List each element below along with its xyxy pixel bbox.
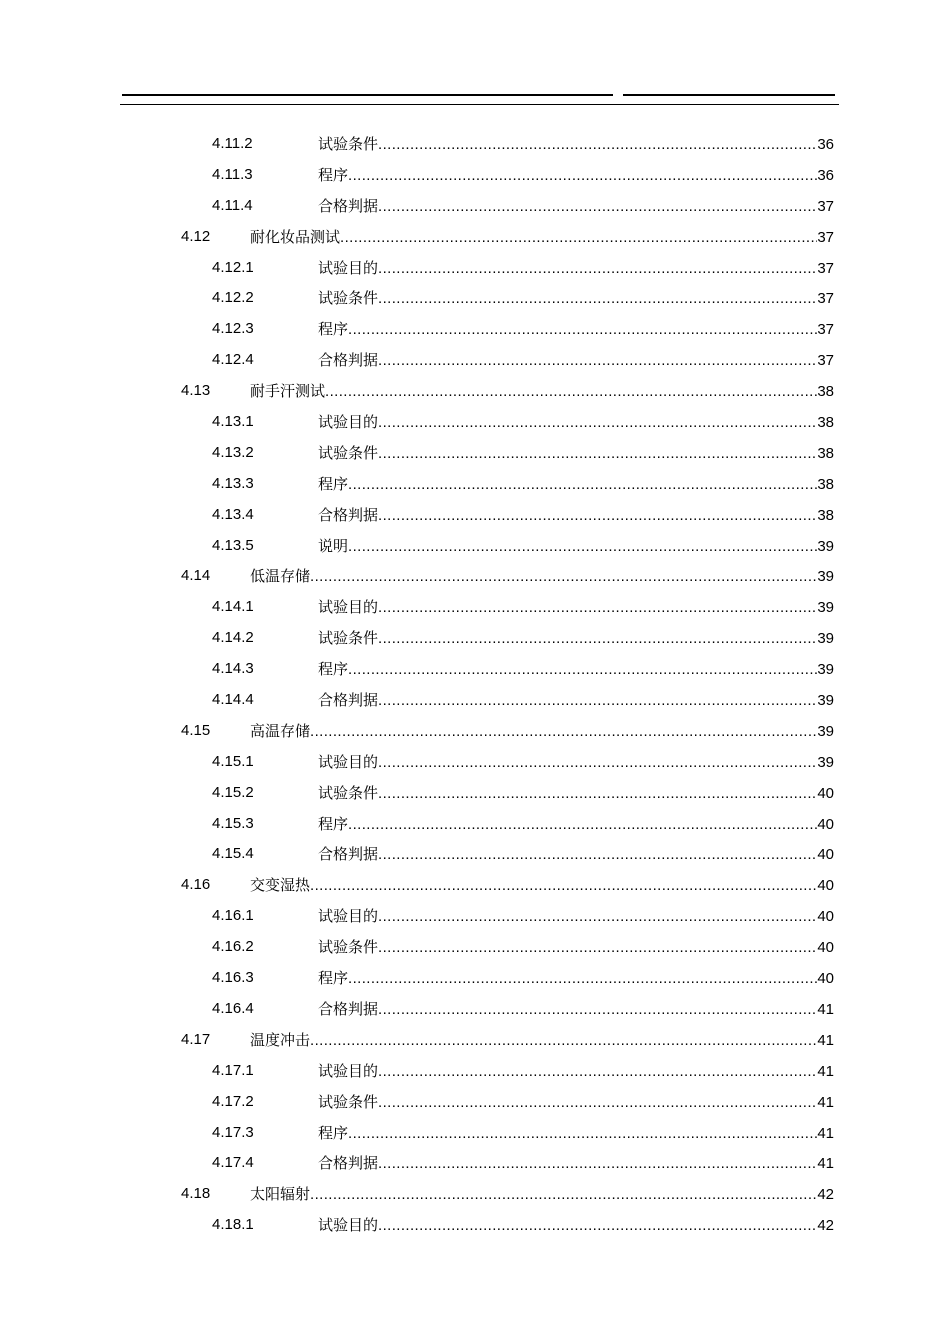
toc-entry[interactable] <box>0 1118 950 1149</box>
toc-entry-number: 4.12.1 <box>212 258 254 276</box>
toc-entry-leader-line <box>318 747 834 779</box>
toc-entry-dot-leader <box>378 346 817 377</box>
toc-entry-title: 试验条件 <box>318 289 379 308</box>
toc-entry[interactable] <box>0 901 950 932</box>
toc-entry-page-number: 36 <box>817 166 834 184</box>
toc-entry-page-number: 40 <box>817 784 834 802</box>
toc-entry[interactable] <box>0 685 950 716</box>
toc-entry[interactable] <box>0 994 950 1025</box>
toc-entry-dot-leader <box>378 624 817 655</box>
toc-entry-number: 4.13 <box>181 382 211 400</box>
toc-entry[interactable] <box>0 932 950 963</box>
toc-entry-number: 4.12.3 <box>212 320 254 338</box>
toc-entry-dot-leader <box>348 532 817 563</box>
toc-entry-dot-leader <box>378 933 817 964</box>
toc-entry-page-number: 38 <box>817 414 834 432</box>
toc-entry-leader-line <box>250 561 834 593</box>
toc-entry-title: 试验条件 <box>318 629 379 648</box>
toc-entry-dot-leader <box>378 779 817 810</box>
toc-entry-leader-line <box>318 809 834 841</box>
toc-entry-page-number: 40 <box>817 908 834 926</box>
toc-entry-page-number: 41 <box>817 1062 834 1080</box>
toc-entry-title: 合格判据 <box>318 999 379 1018</box>
toc-entry-dot-leader <box>348 315 817 346</box>
toc-entry-leader-line <box>318 623 834 655</box>
toc-entry[interactable] <box>0 1087 950 1118</box>
toc-entry-number: 4.13.4 <box>212 505 254 523</box>
toc-entry-page-number: 41 <box>817 1124 834 1142</box>
toc-entry-title: 试验条件 <box>318 1092 379 1111</box>
toc-entry[interactable] <box>0 963 950 994</box>
toc-entry-title: 试验目的 <box>318 598 379 617</box>
toc-entry-dot-leader <box>378 1149 817 1180</box>
toc-entry-dot-leader <box>348 810 817 841</box>
toc-entry[interactable] <box>0 222 950 253</box>
toc-entry-page-number: 39 <box>817 661 834 679</box>
toc-entry-page-number: 37 <box>817 228 834 246</box>
header-rule-left <box>122 94 613 96</box>
toc-entry-leader-line <box>318 1056 834 1088</box>
toc-entry-leader-line <box>318 839 834 871</box>
toc-entry-dot-leader <box>310 717 817 748</box>
toc-entry[interactable] <box>0 469 950 500</box>
toc-entry-title: 程序 <box>318 165 349 184</box>
toc-entry-page-number: 39 <box>817 599 834 617</box>
toc-entry-title: 耐手汗测试 <box>250 382 326 401</box>
toc-entry[interactable] <box>0 314 950 345</box>
toc-entry-title: 程序 <box>318 320 349 339</box>
toc-entry-leader-line <box>318 932 834 964</box>
toc-entry-leader-line <box>318 531 834 563</box>
toc-entry-number: 4.15.2 <box>212 783 254 801</box>
toc-entry-number: 4.18 <box>181 1185 211 1203</box>
toc-entry-title: 交变湿热 <box>250 876 311 895</box>
toc-entry-title: 试验目的 <box>318 1061 379 1080</box>
toc-entry-number: 4.18.1 <box>212 1216 254 1234</box>
toc-entry-dot-leader <box>378 408 817 439</box>
header-rule-right <box>623 94 835 96</box>
toc-entry-title: 试验条件 <box>318 135 379 153</box>
toc-entry-number: 4.16.4 <box>212 999 254 1017</box>
toc-entry-title: 程序 <box>318 660 349 679</box>
toc-entry-dot-leader <box>378 254 817 285</box>
toc-entry-title: 温度冲击 <box>250 1030 311 1049</box>
toc-entry-number: 4.13.2 <box>212 443 254 461</box>
toc-entry-title: 试验目的 <box>318 413 379 432</box>
toc-entry-number: 4.14.1 <box>212 598 254 616</box>
toc-entry-page-number: 38 <box>817 383 834 401</box>
toc-entry-number: 4.13.3 <box>212 474 254 492</box>
toc-entry-page-number: 40 <box>817 815 834 833</box>
toc-entry[interactable] <box>0 809 950 840</box>
toc-entry-page-number: 39 <box>817 722 834 740</box>
toc-entry-page-number: 37 <box>817 197 834 215</box>
toc-entry-title: 太阳辐射 <box>250 1185 311 1204</box>
toc-entry-number: 4.14 <box>181 567 211 585</box>
toc-entry-title: 耐化妆品测试 <box>250 227 341 246</box>
toc-entry-dot-leader <box>325 377 817 408</box>
toc-entry-leader-line <box>250 1025 834 1057</box>
toc-entry-dot-leader <box>378 284 817 315</box>
toc-entry-title: 合格判据 <box>318 691 379 710</box>
toc-entry-page-number: 37 <box>817 290 834 308</box>
toc-entry-dot-leader <box>378 840 817 871</box>
toc-entry-title: 程序 <box>318 1123 349 1142</box>
toc-entry-leader-line <box>250 870 834 902</box>
toc-entry-dot-leader <box>378 1211 817 1242</box>
toc-entry-title: 试验条件 <box>318 938 379 957</box>
toc-entry-dot-leader <box>348 1119 817 1150</box>
toc-entry[interactable] <box>0 531 950 562</box>
toc-entry-dot-leader <box>378 995 817 1026</box>
toc-entry-number: 4.17.2 <box>212 1092 254 1110</box>
toc-entry-number: 4.16.2 <box>212 938 254 956</box>
toc-entry-dot-leader <box>340 223 817 254</box>
toc-entry-page-number: 40 <box>817 877 834 895</box>
toc-entry-title: 试验目的 <box>318 907 379 926</box>
toc-entry-page-number: 40 <box>817 939 834 957</box>
toc-entry-number: 4.15.1 <box>212 752 254 770</box>
toc-entry-number: 4.15.3 <box>212 814 254 832</box>
toc-entry-title: 试验目的 <box>318 752 379 771</box>
toc-entry[interactable] <box>0 160 950 191</box>
toc-entry-page-number: 42 <box>817 1217 834 1235</box>
toc-entry-page-number: 36 <box>817 136 834 153</box>
toc-entry-leader-line <box>318 469 834 501</box>
toc-entry-title: 程序 <box>318 814 349 833</box>
toc-entry-title: 试验条件 <box>318 443 379 462</box>
toc-entry-number: 4.16.3 <box>212 969 254 987</box>
toc-entry-number: 4.15.4 <box>212 845 254 863</box>
toc-entry-page-number: 39 <box>817 537 834 555</box>
toc-entry-leader-line <box>318 778 834 810</box>
toc-entry-page-number: 38 <box>817 475 834 493</box>
toc-entry-dot-leader <box>310 1026 817 1057</box>
toc-entry-number: 4.14.4 <box>212 691 254 709</box>
toc-entry-title: 高温存储 <box>250 721 311 740</box>
toc-entry-dot-leader <box>378 439 817 470</box>
toc-entry-number: 4.11.2 <box>212 135 253 152</box>
table-of-contents <box>0 129 950 1241</box>
toc-entry[interactable] <box>0 1148 950 1179</box>
toc-entry-number: 4.17.3 <box>212 1123 254 1141</box>
toc-entry-leader-line <box>318 1148 834 1180</box>
toc-entry-leader-line <box>318 500 834 532</box>
toc-entry-leader-line <box>318 283 834 315</box>
toc-entry-number: 4.17.4 <box>212 1154 254 1172</box>
toc-entry-page-number: 40 <box>817 970 834 988</box>
toc-entry-page-number: 39 <box>817 692 834 710</box>
toc-entry[interactable] <box>0 1210 950 1241</box>
toc-entry[interactable] <box>0 407 950 438</box>
toc-entry-number: 4.13.5 <box>212 536 254 554</box>
toc-entry-dot-leader <box>378 501 817 532</box>
toc-entry-title: 试验目的 <box>318 258 379 277</box>
toc-entry-page-number: 38 <box>817 444 834 462</box>
toc-entry[interactable] <box>0 561 950 592</box>
toc-entry[interactable] <box>0 870 950 901</box>
toc-entry-dot-leader <box>378 902 817 933</box>
toc-entry-leader-line <box>318 345 834 377</box>
toc-entry-leader-line <box>318 253 834 285</box>
toc-entry-leader-line <box>318 160 834 192</box>
toc-entry-leader-line <box>318 1210 834 1242</box>
toc-entry-leader-line <box>250 1179 834 1211</box>
toc-entry-leader-line <box>318 685 834 717</box>
toc-entry-dot-leader <box>378 686 817 717</box>
toc-entry-number: 4.14.3 <box>212 660 254 678</box>
toc-entry-title: 试验目的 <box>318 1216 379 1235</box>
toc-entry-dot-leader <box>348 964 817 995</box>
toc-entry-number: 4.16 <box>181 876 211 894</box>
toc-entry-page-number: 39 <box>817 753 834 771</box>
toc-entry-leader-line <box>318 592 834 624</box>
toc-entry-page-number: 41 <box>817 1155 834 1173</box>
toc-entry-leader-line <box>318 129 834 161</box>
toc-entry-dot-leader <box>348 161 817 192</box>
toc-entry-title: 合格判据 <box>318 505 379 524</box>
toc-entry-number: 4.11.4 <box>212 196 253 214</box>
toc-entry-page-number: 42 <box>817 1186 834 1204</box>
toc-entry-title: 合格判据 <box>318 351 379 370</box>
toc-entry-dot-leader <box>348 655 817 686</box>
toc-entry[interactable] <box>0 778 950 809</box>
toc-entry-dot-leader <box>348 470 817 501</box>
toc-entry-leader-line <box>318 901 834 933</box>
toc-entry[interactable] <box>0 253 950 284</box>
toc-entry-dot-leader <box>310 871 817 902</box>
toc-entry-number: 4.12.4 <box>212 351 254 369</box>
toc-entry[interactable] <box>0 438 950 469</box>
toc-entry-leader-line <box>250 716 834 748</box>
toc-entry-number: 4.13.1 <box>212 413 254 431</box>
toc-entry-leader-line <box>318 1087 834 1119</box>
toc-entry-dot-leader <box>310 1180 817 1211</box>
toc-entry[interactable] <box>0 345 950 376</box>
toc-entry-leader-line <box>318 654 834 686</box>
toc-entry-title: 合格判据 <box>318 196 379 215</box>
toc-entry-leader-line <box>318 1118 834 1150</box>
toc-entry[interactable] <box>0 191 950 222</box>
toc-entry-page-number: 38 <box>817 506 834 524</box>
toc-entry[interactable] <box>0 376 950 407</box>
toc-entry[interactable] <box>0 747 950 778</box>
toc-entry-number: 4.11.3 <box>212 165 253 183</box>
toc-entry-dot-leader <box>378 748 817 779</box>
toc-entry-page-number: 37 <box>817 259 834 277</box>
toc-entry-leader-line <box>318 963 834 995</box>
toc-entry-leader-line <box>250 376 834 408</box>
toc-entry[interactable] <box>0 1179 950 1210</box>
toc-entry-leader-line <box>318 407 834 439</box>
toc-entry-page-number: 39 <box>817 630 834 648</box>
toc-entry[interactable] <box>0 1025 950 1056</box>
toc-entry-number: 4.17.1 <box>212 1061 254 1079</box>
toc-entry-title: 说明 <box>318 536 349 555</box>
toc-entry-page-number: 40 <box>817 846 834 864</box>
toc-entry-title: 低温存储 <box>250 567 311 586</box>
toc-entry-dot-leader <box>378 130 817 161</box>
toc-entry[interactable] <box>0 1056 950 1087</box>
toc-entry-title: 程序 <box>318 474 349 493</box>
toc-entry-title: 程序 <box>318 969 349 988</box>
toc-entry-number: 4.12.2 <box>212 289 254 307</box>
toc-entry-number: 4.12 <box>181 227 211 245</box>
toc-entry-page-number: 41 <box>817 1031 834 1049</box>
toc-entry-leader-line <box>318 191 834 223</box>
toc-entry-dot-leader <box>378 593 817 624</box>
toc-entry-page-number: 37 <box>817 352 834 370</box>
toc-entry-number: 4.14.2 <box>212 629 254 647</box>
header-rule-thin <box>120 104 839 105</box>
toc-entry[interactable] <box>0 623 950 654</box>
toc-entry-leader-line <box>318 438 834 470</box>
toc-entry[interactable] <box>0 592 950 623</box>
toc-entry-page-number: 39 <box>817 568 834 586</box>
toc-entry-number: 4.17 <box>181 1030 211 1048</box>
toc-entry[interactable] <box>0 654 950 685</box>
toc-entry-page-number: 41 <box>817 1000 834 1018</box>
toc-entry[interactable] <box>0 283 950 314</box>
toc-entry[interactable] <box>0 500 950 531</box>
toc-entry-title: 合格判据 <box>318 845 379 864</box>
toc-entry[interactable] <box>0 129 950 160</box>
toc-entry-number: 4.15 <box>181 721 211 739</box>
toc-entry-leader-line <box>250 222 834 254</box>
toc-entry[interactable] <box>0 839 950 870</box>
toc-entry-leader-line <box>318 314 834 346</box>
toc-entry-dot-leader <box>378 1088 817 1119</box>
toc-entry-page-number: 41 <box>817 1093 834 1111</box>
toc-entry-dot-leader <box>310 562 817 593</box>
toc-entry-title: 合格判据 <box>318 1154 379 1173</box>
toc-entry-leader-line <box>318 994 834 1026</box>
toc-entry-dot-leader <box>378 192 817 223</box>
toc-entry-title: 试验条件 <box>318 783 379 802</box>
toc-entry-dot-leader <box>378 1057 817 1088</box>
toc-entry-number: 4.16.1 <box>212 907 254 925</box>
toc-entry-page-number: 37 <box>817 321 834 339</box>
toc-entry[interactable] <box>0 716 950 747</box>
